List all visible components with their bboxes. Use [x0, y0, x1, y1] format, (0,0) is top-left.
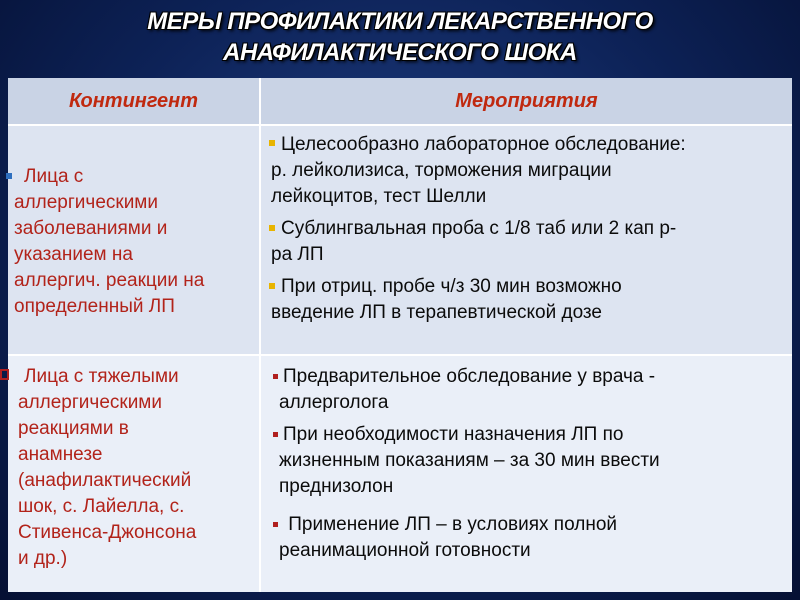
square-bullet-icon: [269, 283, 275, 289]
contingent-line: аллергическими: [18, 392, 162, 413]
header-measures: Мероприятия: [260, 78, 792, 125]
contingent-cell-1: [8, 125, 260, 355]
contingent-line: реакциями в: [18, 418, 129, 439]
measures-cell-2: [260, 355, 792, 592]
square-bullet-icon: [273, 522, 278, 527]
contingent-line: заболеваниями и: [14, 218, 168, 239]
checkbox-bullet-icon: [0, 369, 9, 380]
contingent-line: анамнезе: [18, 444, 103, 465]
contingent-cell-2: [8, 355, 260, 592]
header-contingent: Контингент: [8, 78, 260, 125]
list-item: При отриц. пробе ч/з 30 мин возможно введение ЛП в терапевтической дозе: [271, 276, 622, 323]
contingent-line: шок, с. Лайелла, с.: [18, 496, 185, 517]
square-bullet-icon: [269, 140, 275, 146]
list-item: Применение ЛП – в условиях полной реанимационной готовности: [261, 512, 792, 564]
list-item: Предварительное обследование у врача - аллерголога: [261, 364, 792, 416]
square-bullet-icon: [269, 225, 275, 231]
table-row: [8, 355, 792, 592]
list-item: Сублингвальная проба с 1/8 таб или 2 кап р- ра ЛП: [271, 218, 677, 265]
list-item: При необходимости назначения ЛП по жизненным показаниям – за 30 мин ввести преднизолон: [261, 422, 792, 500]
measures-cell-1: [260, 125, 792, 355]
contingent-line: (анафилактический: [18, 470, 192, 491]
table-row: [8, 125, 792, 355]
contingent-line: определенный ЛП: [14, 296, 175, 317]
contingent-line: Лица с тяжелыми: [24, 366, 179, 387]
list-item: Целесообразно лабораторное обследование: р. лейколизиса, торможения миграции лейкоцитов, тест Шелли: [271, 134, 686, 207]
square-bullet-icon: [273, 432, 278, 437]
contingent-line: аллергическими: [14, 192, 158, 213]
contingent-line: Стивенса-Джонсона: [18, 522, 197, 543]
title-line-1: МЕРЫ ПРОФИЛАКТИКИ ЛЕКАРСТВЕННОГО: [147, 8, 653, 35]
contingent-line: Лица с: [24, 166, 84, 187]
title-line-2: АНАФИЛАКТИЧЕСКОГО ШОКА: [223, 39, 577, 66]
contingent-line: указанием на: [14, 244, 133, 265]
prevention-table: [8, 78, 792, 592]
square-bullet-icon: [6, 173, 12, 179]
contingent-line: и др.): [18, 548, 68, 569]
slide-title: [0, 6, 800, 68]
contingent-line: аллергич. реакции на: [14, 270, 205, 291]
table-header-row: [8, 78, 792, 125]
square-bullet-icon: [273, 374, 278, 379]
